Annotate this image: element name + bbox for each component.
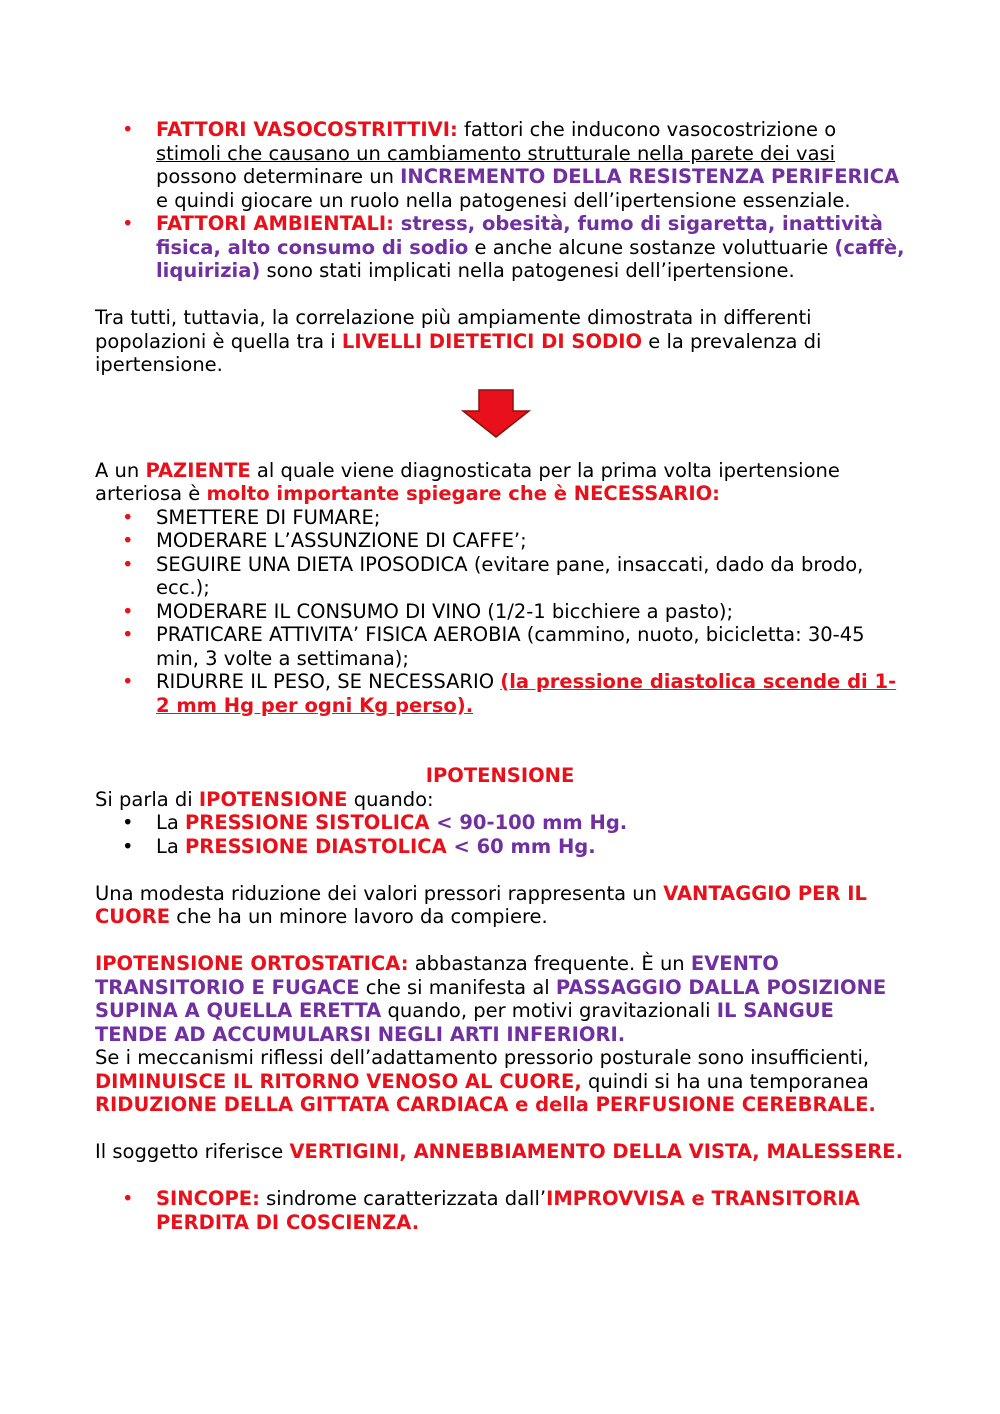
text: PRATICARE ATTIVITA’ FISICA AEROBIA (cammino, nuoto, bicicletta: 30-45 min, 3 volte a settimana);: [156, 623, 865, 670]
text: SMETTERE DI FUMARE;: [156, 505, 381, 529]
paragraph: [95, 1046, 905, 1117]
hypotension-criteria-list: [95, 811, 905, 858]
bullet-icon: •: [122, 811, 134, 834]
text: MODERARE IL CONSUMO DI VINO (1/2-1 bicchiere a pasto);: [156, 599, 734, 623]
highlight: IMPROVVISA e TRANSITORIA PERDITA DI COSCIENZA.: [156, 1187, 860, 1234]
paragraph: [95, 952, 905, 1046]
highlight: stress, obesità, fumo di sigaretta, inattività fisica, alto consumo di sodio: [156, 212, 883, 259]
highlight: IPOTENSIONE: [198, 787, 348, 811]
text: e quindi giocare un ruolo nella patogenesi dell’ipertensione essenziale.: [156, 188, 851, 212]
text: che si manifesta al: [359, 975, 556, 999]
text: e la prevalenza di ipertensione.: [95, 329, 822, 376]
list-item: [95, 212, 905, 283]
paragraph: [95, 459, 905, 506]
text: al quale viene diagnosticata per la prima volta ipertensione arteriosa è: [95, 458, 840, 505]
highlight: PAZIENTE: [145, 458, 251, 482]
text: Se i meccanismi riflessi dell’adattamento pressorio posturale sono insufficienti,: [95, 1046, 870, 1069]
highlight: SINCOPE:: [156, 1187, 260, 1210]
text: quando, per motivi gravitazionali: [381, 999, 717, 1022]
highlight: molto importante spiegare che è NECESSARIO:: [206, 482, 720, 505]
text: Si parla di: [95, 787, 199, 811]
highlight: PRESSIONE DIASTOLICA: [185, 834, 447, 858]
bullet-icon: •: [122, 670, 134, 693]
factor-label: FATTORI AMBIENTALI:: [156, 212, 394, 235]
syncope-list: [95, 1187, 905, 1234]
text: quando:: [347, 787, 434, 811]
section-title: IPOTENSIONE: [425, 764, 575, 787]
highlight: IL SANGUE TENDE AD ACCUMULARSI NEGLI ARTI INFERIORI.: [95, 999, 834, 1046]
text: sono stati implicati nella patogenesi dell’ipertensione.: [260, 259, 795, 282]
highlight: VERTIGINI, ANNEBBIAMENTO DELLA VISTA, MALESSERE.: [289, 1140, 904, 1163]
factors-list: [95, 118, 905, 283]
highlight: EVENTO TRANSITORIO E FUGACE: [95, 952, 779, 999]
highlight: PASSAGGIO DALLA POSIZIONE SUPINA A QUELLA ERETTA: [95, 975, 887, 1022]
down-arrow-icon: [461, 389, 531, 439]
text: Tra tutti, tuttavia, la correlazione più ampiamente dimostrata in differenti popolazioni è quella tra i: [95, 306, 812, 353]
list-item: [95, 529, 905, 553]
bullet-icon: •: [122, 552, 134, 576]
list-item: [95, 835, 905, 859]
text: fattori che inducono vasocostrizione o: [457, 118, 837, 141]
list-item: [95, 506, 905, 530]
highlight: LIVELLI DIETETICI DI SODIO: [341, 329, 643, 353]
bullet-icon: •: [122, 529, 134, 552]
paragraph: [95, 1140, 905, 1164]
text: abbastanza frequente. È un: [408, 952, 691, 975]
text: SEGUIRE UNA DIETA IPOSODICA (evitare pane, insaccati, dado da brodo, ecc.);: [156, 552, 864, 599]
text: quindi si ha una temporanea: [581, 1069, 869, 1093]
value: < 90-100 mm Hg.: [429, 811, 628, 834]
list-item: [95, 118, 905, 212]
bullet-icon: •: [122, 623, 134, 646]
highlight: DIMINUISCE IL RITORNO VENOSO AL CUORE,: [95, 1069, 582, 1093]
arrow-container: [95, 389, 905, 459]
paragraph: [95, 306, 905, 377]
highlight: VANTAGGIO PER IL CUORE: [95, 881, 867, 928]
list-item: [95, 600, 905, 624]
bullet-icon: •: [122, 118, 134, 141]
highlight: (caffè, liquirizia): [156, 235, 905, 282]
text: e anche alcune sostanze voluttuarie: [468, 235, 835, 259]
text: RIDURRE IL PESO, SE NECESSARIO: [156, 670, 501, 693]
list-item: [95, 670, 905, 717]
underlined-text: stimoli che causano un cambiamento strutturale nella parete dei vasi: [156, 141, 836, 165]
highlight: IPOTENSIONE ORTOSTATICA:: [95, 952, 409, 975]
bullet-icon: •: [122, 212, 134, 235]
text: che ha un minore lavoro da compiere.: [170, 905, 548, 928]
paragraph: [95, 882, 905, 929]
highlight: INCREMENTO DELLA RESISTENZA PERIFERICA: [400, 165, 900, 188]
list-item: [95, 811, 905, 835]
text: Una modesta riduzione dei valori pressori rappresenta un: [95, 881, 664, 905]
text: La: [156, 834, 186, 858]
bullet-icon: •: [122, 1187, 134, 1210]
text: MODERARE L’ASSUNZIONE DI CAFFE’;: [156, 529, 527, 552]
bullet-icon: •: [122, 505, 134, 529]
bullet-icon: •: [122, 834, 134, 858]
list-item: [95, 553, 905, 600]
list-item: [95, 1187, 905, 1234]
bullet-icon: •: [122, 599, 134, 623]
document-page: [95, 118, 905, 1234]
text: A un: [95, 458, 146, 482]
text: sindrome caratterizzata dall’: [259, 1187, 547, 1210]
list-item: [95, 623, 905, 670]
text: Il soggetto riferisce: [95, 1140, 290, 1163]
text: La: [156, 811, 186, 834]
paragraph: [95, 788, 905, 812]
highlight: PRESSIONE SISTOLICA: [185, 811, 430, 834]
recommendations-list: [95, 506, 905, 718]
value: < 60 mm Hg.: [446, 834, 596, 858]
factor-label: FATTORI VASOCOSTRITTIVI:: [156, 118, 458, 141]
highlight: RIDUZIONE DELLA GITTATA CARDIACA e della PERFUSIONE CEREBRALE.: [95, 1093, 876, 1116]
text: possono determinare un: [156, 165, 401, 188]
highlight: (la pressione diastolica scende di 1-2 mm Hg per ogni Kg perso).: [156, 670, 897, 717]
